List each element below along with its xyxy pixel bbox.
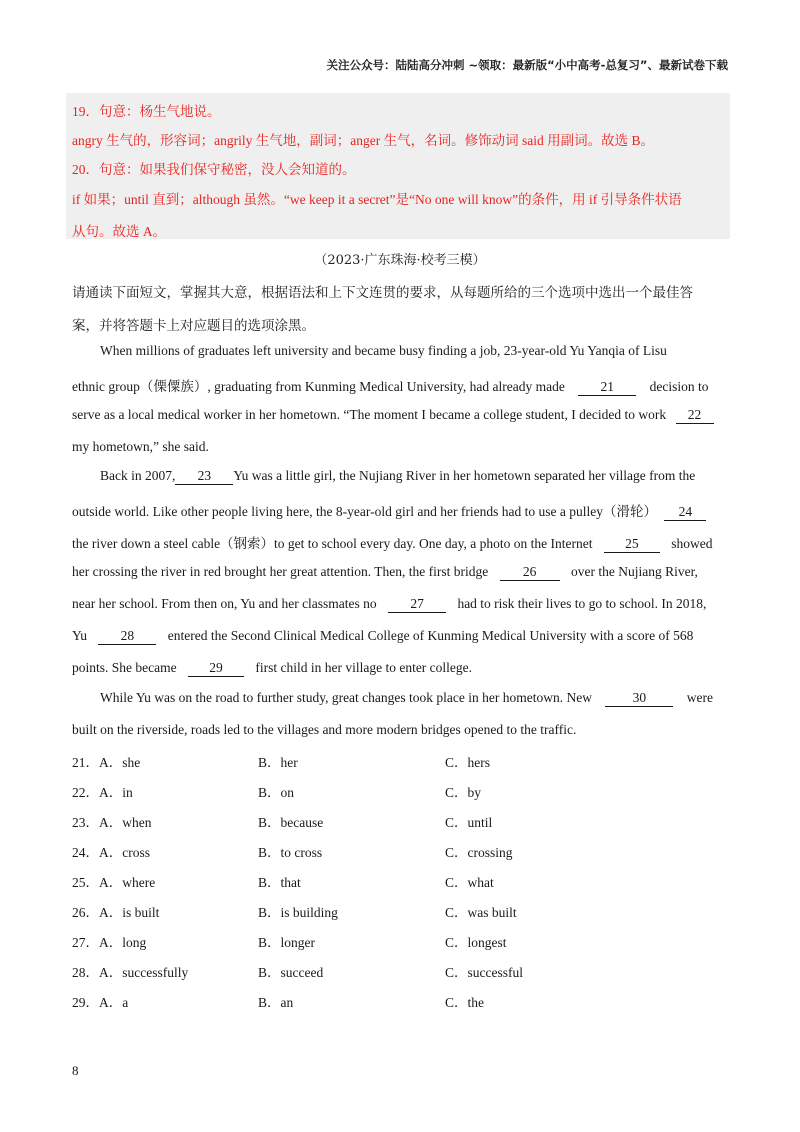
option-row <box>72 751 728 769</box>
passage-line <box>72 628 693 645</box>
option-a[interactable]: 29．A．a <box>72 995 129 1010</box>
option-c[interactable]: C．what <box>445 875 494 890</box>
option-b[interactable]: B．is building <box>258 905 338 920</box>
blank-30[interactable]: 30 <box>605 691 673 707</box>
option-row <box>72 991 728 1009</box>
text: her crossing the river in red brought her great attention. Then, the first bridge <box>72 564 489 579</box>
passage-line <box>100 468 695 485</box>
passage-line <box>72 596 706 613</box>
option-b[interactable]: B．longer <box>258 935 315 950</box>
passage-line <box>72 407 714 424</box>
blank-29[interactable]: 29 <box>188 661 244 677</box>
text: serve as a local medical worker in her hometown. “The moment I became a college student, I decided to work <box>72 407 667 422</box>
option-row <box>72 841 728 859</box>
option-a[interactable]: 25．A．where <box>72 875 156 890</box>
text: entered the Second Clinical Medical College of Kunming Medical University with a score of 568 <box>167 628 694 643</box>
blank-28[interactable]: 28 <box>98 629 156 645</box>
option-b[interactable]: B．succeed <box>258 965 324 980</box>
option-c[interactable]: C．by <box>445 785 482 800</box>
option-row <box>72 781 728 799</box>
option-c[interactable]: C．successful <box>445 965 523 980</box>
passage-line: built on the riverside, roads led to the villages and more modern bridges opened to the traffic. <box>72 722 577 737</box>
option-b[interactable]: B．on <box>258 785 295 800</box>
option-a[interactable]: 26．A．is built <box>72 905 160 920</box>
text: Yu was a little girl, the Nujiang River in her hometown separated her village from the <box>233 468 696 483</box>
text: ethnic group（傈僳族）, graduating from Kunming Medical University, had already made <box>72 379 565 394</box>
option-row <box>72 931 728 949</box>
option-c[interactable]: C．crossing <box>445 845 513 860</box>
blank-25[interactable]: 25 <box>604 537 660 553</box>
answer-line: if 如果；until 直到；although 虽然。“we keep it a secret”是“No one will know”的条件，用 if 引导条件状语 <box>72 192 682 207</box>
passage-line <box>72 375 709 396</box>
option-c[interactable]: C．the <box>445 995 484 1010</box>
passage-line <box>72 660 472 677</box>
blank-22[interactable]: 22 <box>676 408 714 424</box>
instruction-line: 请通读下面短文，掌握其大意，根据语法和上下文连贯的要求，从每题所给的三个选项中选出一个最佳答 <box>72 285 693 301</box>
option-row <box>72 961 728 979</box>
blank-21[interactable]: 21 <box>578 380 636 396</box>
option-b[interactable]: B．because <box>258 815 324 830</box>
option-b[interactable]: B．her <box>258 755 298 770</box>
option-a[interactable]: 21．A．she <box>72 755 141 770</box>
option-c[interactable]: C．until <box>445 815 493 830</box>
page-header: 关注公众号：陆陆高分冲刺 ~领取：最新版“小中高考-总复习”、最新试卷下载 <box>326 58 728 72</box>
text: Back in 2007, <box>100 468 176 483</box>
blank-24[interactable]: 24 <box>664 505 706 521</box>
passage-line <box>72 532 712 553</box>
text: near her school. From then on, Yu and her classmates no <box>72 596 377 611</box>
text: were <box>686 690 713 705</box>
passage-line <box>100 690 713 707</box>
option-a[interactable]: 22．A．in <box>72 785 133 800</box>
option-b[interactable]: B．to cross <box>258 845 323 860</box>
text: showed <box>671 536 713 551</box>
blank-26[interactable]: 26 <box>500 565 560 581</box>
option-c[interactable]: C．hers <box>445 755 490 770</box>
text: outside world. Like other people living here, the 8-year-old girl and her friends had to use a pulley（滑轮） <box>72 504 657 519</box>
passage-line <box>72 564 698 581</box>
option-row <box>72 811 728 829</box>
blank-27[interactable]: 27 <box>388 597 446 613</box>
option-a[interactable]: 28．A．successfully <box>72 965 189 980</box>
option-c[interactable]: C．was built <box>445 905 517 920</box>
text: points. She became <box>72 660 177 675</box>
source-label: （2023·广东珠海·校考三模） <box>314 253 486 268</box>
blank-23[interactable]: 23 <box>175 469 233 485</box>
option-a[interactable]: 24．A．cross <box>72 845 150 860</box>
text: had to risk their lives to go to school. In 2018, <box>457 596 707 611</box>
option-row <box>72 901 728 919</box>
answer-line: 从句。故选 A。 <box>72 224 167 239</box>
passage-line <box>72 500 706 521</box>
passage-line: my hometown,” she said. <box>72 439 209 454</box>
text: the river down a steel cable（钢索）to get to school every day. One day, a photo on the Internet <box>72 536 593 551</box>
option-a[interactable]: 23．A．when <box>72 815 152 830</box>
option-b[interactable]: B．that <box>258 875 301 890</box>
text: over the Nujiang River, <box>571 564 698 579</box>
text: decision to <box>649 379 709 394</box>
option-c[interactable]: C．longest <box>445 935 507 950</box>
instruction-line: 案，并将答题卡上对应题目的选项涂黑。 <box>72 318 315 334</box>
page-number: 8 <box>72 1063 79 1078</box>
text: While Yu was on the road to further study, great changes took place in her hometown. New <box>100 690 592 705</box>
option-a[interactable]: 27．A．long <box>72 935 147 950</box>
option-b[interactable]: B．an <box>258 995 294 1010</box>
text: first child in her village to enter college. <box>255 660 473 675</box>
answer-line: 20．句意：如果我们保守秘密，没人会知道的。 <box>72 162 356 177</box>
text: Yu <box>72 628 88 643</box>
answer-line: 19．句意：杨生气地说。 <box>72 104 221 119</box>
option-row <box>72 871 728 889</box>
passage-line: When millions of graduates left university and became busy finding a job, 23-year-old Yu Yanqia of Lisu <box>100 343 667 358</box>
answer-line: angry 生气的，形容词；angrily 生气地，副词；anger 生气，名词。修饰动词 said 用副词。故选 B。 <box>72 133 654 148</box>
